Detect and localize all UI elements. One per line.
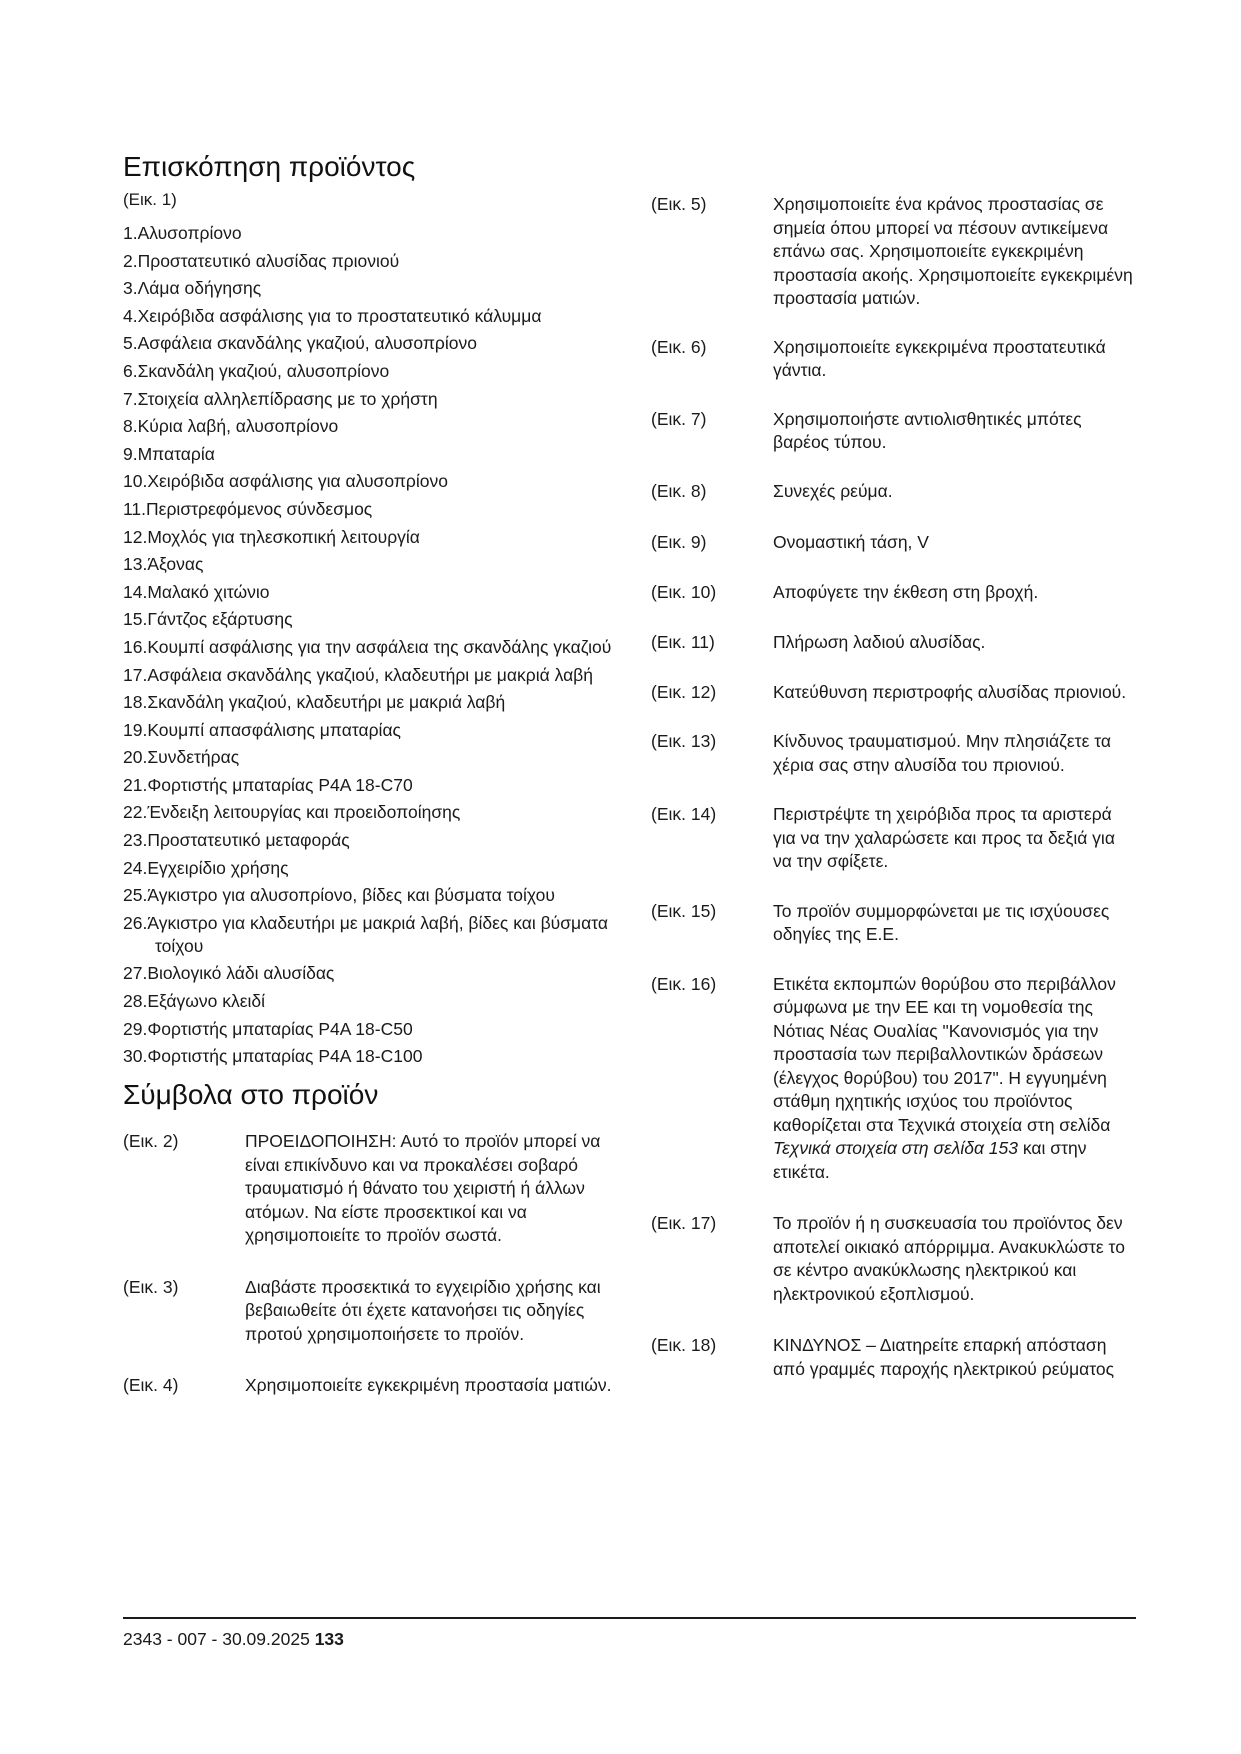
symbol-row [651,900,1141,947]
list-item: 2.Προστατευτικό αλυσίδας πριονιού [123,250,400,271]
list-item: 17.Ασφάλεια σκανδάλης γκαζιού, κλαδευτήρι με μακριά λαβή [123,664,593,685]
left-column [123,150,623,1398]
list-item: 20.Συνδετήρας [123,747,240,768]
list-item: 18.Σκανδάλη γκαζιού, κλαδευτήρι με μακριά λαβή [123,692,506,713]
symbol-description: Συνεχές ρεύμα. [773,480,893,501]
list-item: 19.Κουμπί απασφάλισης μπαταρίας [123,719,401,740]
page-footer [123,1628,344,1650]
list-item: 22.Ένδειξη λειτουργίας και προειδοποίησης [123,802,461,823]
list-item: 10.Χειρόβιδα ασφάλισης για αλυσοπρίονο [123,471,448,492]
symbol-row [123,1130,623,1248]
symbol-description: Ετικέτα εκπομπών θορύβου στο περιβάλλον σύμφωνα με την ΕΕ και τη νομοθεσία της Νότιας Νέας Ουαλίας "Κανονισμός για την προστασία των περιβαλλοντικών δράσεων (έλεγχος θορύβου) του 2017". Η εγγυημένη στάθμη ηχητικής ισχύος του προϊόντος καθορίζεται στα Τεχνικά στοιχεία στη σελίδα Τεχνικά στοιχεία στη σελίδα 153 και στην ετικέτα. [773,973,1116,1182]
list-item: 13.Άξονας [123,554,204,575]
list-item: 26.Άγκιστρο για κλαδευτήρι με μακριά λαβή, βίδες και βύσματα τοίχου [123,912,609,956]
symbol-row [651,1212,1141,1306]
list-item: 9.Μπαταρία [123,443,215,464]
list-item: 14.Μαλακό χιτώνιο [123,581,270,602]
figure-ref: (Εικ. 11) [651,632,715,652]
symbol-row [651,531,1141,555]
figure-ref: (Εικ. 9) [651,532,707,552]
symbol-row [123,1276,623,1347]
figure-ref: (Εικ. 17) [651,1213,717,1233]
document-code: 2343 - 007 - 30.09.2025 [123,1629,310,1649]
list-item: 27.Βιολογικό λάδι αλυσίδας [123,963,335,984]
symbols-title: Σύμβολα στο προϊόν [123,1079,379,1111]
list-item: 3.Λάμα οδήγησης [123,278,262,299]
figure-ref: (Εικ. 5) [651,194,707,214]
symbol-description: Αποφύγετε την έκθεση στη βροχή. [773,581,1039,602]
parts-list [123,222,623,1068]
symbol-row [123,1374,623,1398]
list-item: 29.Φορτιστής μπαταρίας P4A 18-C50 [123,1018,413,1039]
symbol-description: Το προϊόν συμμορφώνεται με τις ισχύουσες οδηγίες της Ε.Ε. [773,900,1110,944]
figure-ref: (Εικ. 12) [651,681,717,702]
footer-divider [123,1617,1136,1619]
figure-ref: (Εικ. 10) [651,581,717,602]
list-item: 5.Ασφάλεια σκανδάλης γκαζιού, αλυσοπρίονο [123,333,477,354]
figure-ref: (Εικ. 15) [651,900,717,921]
symbol-description: Ονομαστική τάση, V [773,532,929,552]
list-item: 15.Γάντζος εξάρτυσης [123,609,293,630]
symbol-row [651,193,1141,311]
overview-figure-ref: (Εικ. 1) [123,190,177,209]
list-item: 23.Προστατευτικό μεταφοράς [123,830,350,851]
symbol-row [651,681,1141,705]
list-item: 8.Κύρια λαβή, αλυσοπρίονο [123,416,339,437]
list-item: 16.Κουμπί ασφάλισης για την ασφάλεια της σκανδάλης γκαζιού [123,636,612,657]
symbol-row [651,631,1141,655]
symbol-description: Περιστρέψτε τη χειρόβιδα προς τα αριστερά για να την χαλαρώσετε και προς τα δεξιά για να την σφίξετε. [773,804,1115,871]
symbol-row [651,408,1141,455]
symbol-row [651,1334,1141,1381]
symbol-row [651,973,1141,1185]
list-item: 1.Αλυσοπρίονο [123,223,242,243]
figure-ref: (Εικ. 18) [651,1335,717,1355]
symbol-description: ΠΡΟΕΙΔΟΠΟΙΗΣΗ: Αυτό το προϊόν μπορεί να είναι επικίνδυνο και να προκαλέσει σοβαρό τραυματισμό ή θάνατο του χειριστή ή άλλων ατόμων. Να είστε προσεκτικοί και να χρησιμοποιείτε το προϊόν σωστά. [245,1131,601,1246]
symbol-description: Χρησιμοποιήστε αντιολισθητικές μπότες βαρέος τύπου. [773,408,1082,452]
symbol-row [651,336,1141,383]
figure-ref: (Εικ. 16) [651,973,717,994]
symbol-row [651,480,1141,504]
list-item: 7.Στοιχεία αλληλεπίδρασης με το χρήστη [123,388,438,409]
list-item: 25.Άγκιστρο για αλυσοπρίονο, βίδες και βύσματα τοίχου [123,885,555,906]
list-item: 24.Εγχειρίδιο χρήσης [123,857,289,878]
cross-reference-link[interactable]: Τεχνικά στοιχεία στη σελίδα 153 [773,1138,1018,1158]
list-item: 11.Περιστρεφόμενος σύνδεσμος [123,498,373,519]
list-item: 21.Φορτιστής μπαταρίας P4A 18-C70 [123,774,413,795]
symbol-row [651,581,1141,605]
symbol-description: Διαβάστε προσεκτικά το εγχειρίδιο χρήσης και βεβαιωθείτε ότι έχετε κατανοήσει τις οδηγίες προτού χρησιμοποιήσετε το προϊόν. [245,1276,601,1344]
symbol-description: Πλήρωση λαδιού αλυσίδας. [773,632,986,652]
list-item: 12.Μοχλός για τηλεσκοπική λειτουργία [123,526,420,547]
figure-ref: (Εικ. 7) [651,408,707,429]
list-item: 28.Εξάγωνο κλειδί [123,991,266,1012]
page-number: 133 [314,1629,344,1649]
symbol-row [651,730,1141,777]
symbol-description: ΚΙΝΔΥΝΟΣ – Διατηρείτε επαρκή απόσταση από γραμμές παροχής ηλεκτρικού ρεύματος [773,1335,1115,1379]
symbol-row [651,803,1141,874]
figure-ref: (Εικ. 3) [123,1276,179,1297]
list-item: 6.Σκανδάλη γκαζιού, αλυσοπρίονο [123,360,390,381]
right-column [651,193,1141,1381]
overview-title: Επισκόπηση προϊόντος [123,151,416,182]
figure-ref: (Εικ. 14) [651,804,717,824]
figure-ref: (Εικ. 13) [651,731,717,751]
list-item: 30.Φορτιστής μπαταρίας P4A 18-C100 [123,1046,423,1067]
symbol-description: Κίνδυνος τραυματισμού. Μην πλησιάζετε τα χέρια σας στην αλυσίδα του πριονιού. [773,731,1112,775]
figure-ref: (Εικ. 4) [123,1375,179,1396]
symbol-description: Χρησιμοποιείτε εγκεκριμένη προστασία ματιών. [245,1375,612,1396]
symbol-description: Χρησιμοποιείτε ένα κράνος προστασίας σε σημεία όπου μπορεί να πέσουν αντικείμενα επάνω σας. Χρησιμοποιείτε εγκεκριμένη προστασία ακοής. Χρησιμοποιείτε εγκεκριμένη προστασία ματιών. [773,194,1133,308]
symbol-description: Κατεύθυνση περιστροφής αλυσίδας πριονιού. [773,681,1127,702]
symbol-description: Το προϊόν ή η συσκευασία του προϊόντος δεν αποτελεί οικιακό απόρριμμα. Ανακυκλώστε το σε κέντρο ανακύκλωσης ηλεκτρικού και ηλεκτρονικού εξοπλισμού. [773,1213,1125,1304]
symbol-description: Χρησιμοποιείτε εγκεκριμένα προστατευτικά γάντια. [773,336,1106,380]
figure-ref: (Εικ. 6) [651,336,707,357]
list-item: 4.Χειρόβιδα ασφάλισης για το προστατευτικό κάλυμμα [123,305,542,326]
figure-ref: (Εικ. 8) [651,480,707,501]
figure-ref: (Εικ. 2) [123,1131,179,1152]
